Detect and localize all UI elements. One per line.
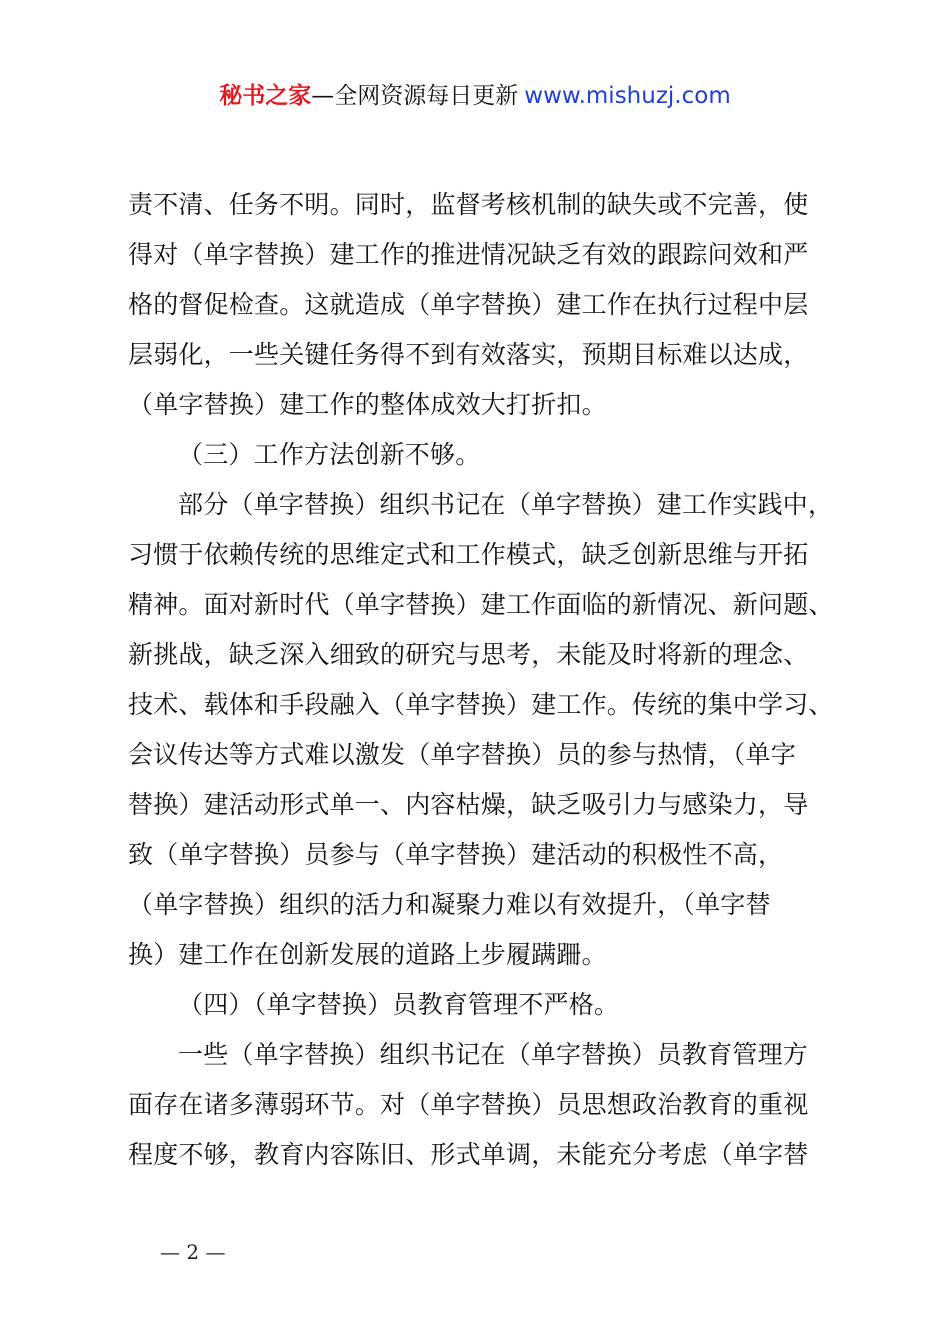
body-line: 技术、载体和手段融入（单字替换）建工作。传统的集中学习、	[128, 690, 834, 719]
body-line: 习惯于依赖传统的思维定式和工作模式，缺乏创新思维与开拓	[128, 540, 809, 569]
body-line: 得对（单字替换）建工作的推进情况缺乏有效的跟踪问效和严	[128, 240, 809, 269]
body-line: 换）建工作在创新发展的道路上步履蹒跚。	[128, 940, 607, 969]
site-url-link[interactable]: www.mishuzj.com	[524, 83, 731, 109]
body-line: 新挑战，缺乏深入细致的研究与思考，未能及时将新的理念、	[128, 640, 809, 669]
section-heading-3: （三）工作方法创新不够。	[178, 440, 481, 469]
body-line: 部分（单字替换）组织书记在（单字替换）建工作实践中，	[178, 490, 834, 519]
body-line: 责不清、任务不明。同时，监督考核机制的缺失或不完善，使	[128, 190, 809, 219]
body-line: （单字替换）组织的活力和凝聚力难以有效提升，（单字替	[128, 890, 771, 919]
site-header	[0, 80, 950, 112]
page-number: — 2 —	[160, 1240, 226, 1264]
body-line: 格的督促检查。这就造成（单字替换）建工作在执行过程中层	[128, 290, 809, 319]
body-line: 致（单字替换）员参与（单字替换）建活动的积极性不高，	[128, 840, 784, 869]
body-line: 会议传达等方式难以激发（单字替换）员的参与热情，（单字	[128, 740, 796, 769]
body-line: 程度不够，教育内容陈旧、形式单调，未能充分考虑（单字替	[128, 1140, 809, 1169]
body-line: 精神。面对新时代（单字替换）建工作面临的新情况、新问题、	[128, 590, 834, 619]
body-line: 层弱化，一些关键任务得不到有效落实，预期目标难以达成，	[128, 340, 809, 369]
body-line: 替换）建活动形式单一、内容枯燥，缺乏吸引力与感染力，导	[128, 790, 809, 819]
header-tagline: —全网资源每日更新	[311, 83, 519, 109]
body-line: （单字替换）建工作的整体成效大打折扣。	[128, 390, 607, 419]
brand-name: 秘书之家	[219, 83, 312, 109]
body-line: 面存在诸多薄弱环节。对（单字替换）员思想政治教育的重视	[128, 1090, 809, 1119]
body-line: 一些（单字替换）组织书记在（单字替换）员教育管理方	[178, 1040, 809, 1069]
section-heading-4: （四）（单字替换）员教育管理不严格。	[178, 990, 620, 1019]
